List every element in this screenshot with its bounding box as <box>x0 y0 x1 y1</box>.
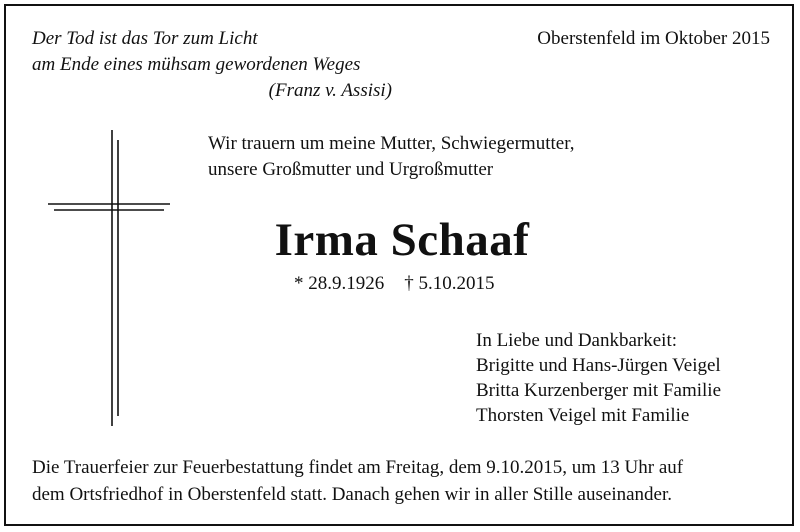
intro-line-1: Wir trauern um meine Mutter, Schwiegermutter, <box>208 133 575 154</box>
mourner-name: Thorsten Veigel mit Familie <box>476 405 690 426</box>
quote-line-2: am Ende eines mühsam gewordenen Weges <box>32 54 361 75</box>
mourners-heading: In Liebe und Dankbarkeit: <box>476 330 678 351</box>
service-line-1: Die Trauerfeier zur Feuerbestattung findet am Freitag, dem 9.10.2015, um 13 Uhr auf <box>32 457 684 478</box>
mourners-block <box>476 328 721 428</box>
cross-icon <box>48 130 170 426</box>
death-date: † 5.10.2015 <box>404 273 495 294</box>
quote-line-1: Der Tod ist das Tor zum Licht <box>32 28 258 49</box>
mourner-name: Britta Kurzenberger mit Familie <box>476 380 721 401</box>
service-notice <box>32 454 772 508</box>
birth-date: * 28.9.1926 <box>294 273 385 294</box>
mourner-name: Brigitte und Hans-Jürgen Veigel <box>476 355 721 376</box>
quote-block <box>32 26 392 104</box>
life-dates <box>294 271 495 297</box>
deceased-name: Irma Schaaf <box>274 214 530 266</box>
deceased-name-row <box>0 212 800 268</box>
place-date: Oberstenfeld im Oktober 2015 <box>537 28 770 49</box>
intro-text <box>208 131 575 183</box>
intro-line-2: unsere Großmutter und Urgroßmutter <box>208 159 494 180</box>
service-line-2: dem Ortsfriedhof in Oberstenfeld statt. Danach gehen wir in aller Stille auseinander. <box>32 484 672 505</box>
quote-attribution: (Franz v. Assisi) <box>268 80 392 101</box>
